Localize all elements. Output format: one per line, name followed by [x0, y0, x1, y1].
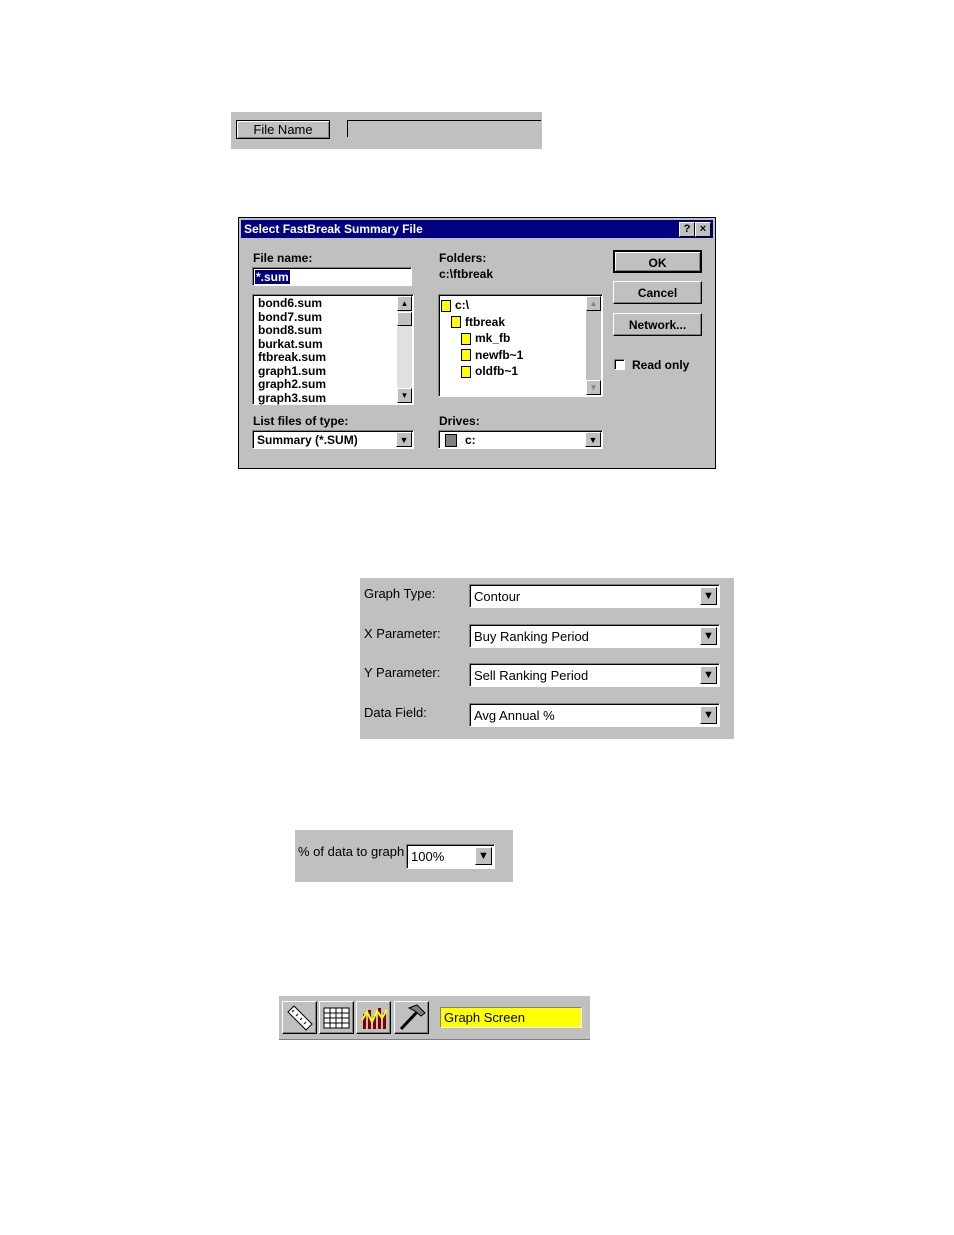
file-type-value: Summary (*.SUM) [257, 433, 358, 447]
file-list-scrollbar[interactable] [397, 296, 412, 403]
graph-setting-label: Y Parameter: [364, 665, 441, 680]
file-list-item[interactable]: bond8.sum [258, 323, 323, 337]
scroll-down-icon[interactable]: ▼ [586, 380, 601, 395]
graph-setting-label: Data Field: [364, 705, 427, 720]
dialog-title: Select FastBreak Summary File [244, 222, 423, 236]
percent-select[interactable] [406, 844, 495, 869]
file-list-item[interactable]: ftbreak.sum [258, 350, 327, 364]
percent-panel [295, 830, 513, 882]
chevron-down-icon[interactable]: ▼ [700, 627, 717, 645]
file-list-item[interactable]: graph1.sum [258, 363, 327, 378]
table-tool-button[interactable] [319, 1001, 354, 1034]
folder-list-item[interactable] [441, 347, 523, 364]
chart-icon [357, 1002, 390, 1033]
status-field: Graph Screen [440, 1007, 582, 1028]
graph-setting-select[interactable] [469, 584, 720, 608]
folder-list-items [441, 297, 523, 380]
chevron-down-icon[interactable]: ▼ [700, 587, 717, 605]
file-name-input[interactable] [252, 267, 412, 286]
file-name-display-field[interactable] [347, 120, 541, 137]
dialog-title-bar[interactable] [241, 220, 713, 238]
file-list[interactable] [252, 294, 414, 405]
folder-icon [461, 349, 471, 361]
folder-icon [451, 316, 461, 328]
file-name-selection: *.sum [256, 270, 289, 284]
file-type-select[interactable] [252, 430, 414, 449]
folder-name: c:\ [455, 298, 470, 312]
scroll-up-icon[interactable]: ▲ [397, 296, 412, 311]
folder-list-item[interactable] [441, 363, 523, 380]
help-button[interactable]: ? [679, 222, 695, 237]
hammer-tool-button[interactable] [394, 1001, 429, 1034]
file-list-item[interactable]: bond6.sum [258, 296, 323, 310]
percent-value: 100% [411, 849, 445, 864]
folder-name: mk_fb [475, 331, 511, 345]
graph-setting-select[interactable] [469, 703, 720, 727]
file-list-item[interactable]: graph3.sum [258, 390, 327, 405]
file-name-strip [231, 112, 542, 149]
close-button[interactable]: × [695, 222, 711, 237]
file-list-item[interactable]: graph2.sum [258, 377, 327, 391]
percent-label: % of data to graph [298, 844, 405, 859]
chevron-down-icon[interactable]: ▼ [396, 432, 412, 447]
graph-setting-label: Graph Type: [364, 586, 436, 601]
folder-list-item[interactable] [441, 330, 523, 347]
folder-list-item[interactable] [441, 314, 523, 331]
folder-list-item[interactable] [441, 297, 523, 314]
file-list-item[interactable]: burkat.sum [258, 336, 323, 351]
chevron-down-icon[interactable]: ▼ [475, 847, 492, 865]
read-only-checkbox[interactable] [614, 359, 625, 370]
folder-name: newfb~1 [475, 347, 524, 362]
drive-select[interactable] [438, 430, 603, 449]
file-list-item[interactable]: bond7.sum [258, 309, 323, 324]
folder-list[interactable] [438, 294, 603, 397]
graph-setting-select[interactable] [469, 663, 720, 687]
folder-name: oldfb~1 [475, 364, 519, 378]
folder-icon [461, 333, 471, 345]
file-name-label: File name: [253, 251, 313, 265]
drive-icon [445, 434, 457, 447]
graph-setting-value: Buy Ranking Period [474, 629, 589, 644]
folder-name: ftbreak [465, 314, 506, 329]
folder-icon [441, 300, 451, 312]
file-name-button[interactable]: File Name [236, 120, 330, 139]
graph-setting-label: X Parameter: [364, 626, 441, 641]
chevron-down-icon[interactable]: ▼ [700, 706, 717, 724]
graph-settings-panel [360, 578, 734, 739]
folder-icon [461, 366, 471, 378]
chevron-down-icon[interactable]: ▼ [585, 432, 601, 447]
network-button[interactable]: Network... [613, 313, 702, 336]
table-icon [320, 1002, 353, 1033]
hammer-icon [395, 1002, 428, 1033]
drive-value: c: [465, 433, 476, 447]
scroll-down-icon[interactable]: ▼ [397, 388, 412, 403]
ok-button[interactable]: OK [613, 250, 702, 273]
list-type-label: List files of type: [253, 414, 349, 428]
folders-label: Folders: [439, 251, 487, 265]
chevron-down-icon[interactable]: ▼ [700, 666, 717, 684]
graph-setting-select[interactable] [469, 624, 720, 648]
ruler-tool-button[interactable] [282, 1001, 317, 1034]
read-only-label: Read only [632, 358, 690, 372]
graph-setting-value: Contour [474, 589, 521, 604]
toolbar [279, 996, 590, 1040]
graph-setting-value: Avg Annual % [474, 708, 555, 723]
graph-setting-value: Sell Ranking Period [474, 668, 589, 683]
cancel-button[interactable]: Cancel [613, 281, 702, 304]
chart-tool-button[interactable] [356, 1001, 391, 1034]
ruler-icon [283, 1002, 316, 1033]
select-file-dialog [238, 217, 716, 469]
drives-label: Drives: [439, 414, 480, 428]
current-folder-path: c:\ftbreak [439, 267, 494, 281]
scroll-up-icon[interactable]: ▲ [586, 296, 601, 311]
scroll-thumb[interactable] [397, 312, 412, 326]
folder-list-scrollbar[interactable] [586, 296, 601, 395]
file-list-items [258, 297, 326, 405]
